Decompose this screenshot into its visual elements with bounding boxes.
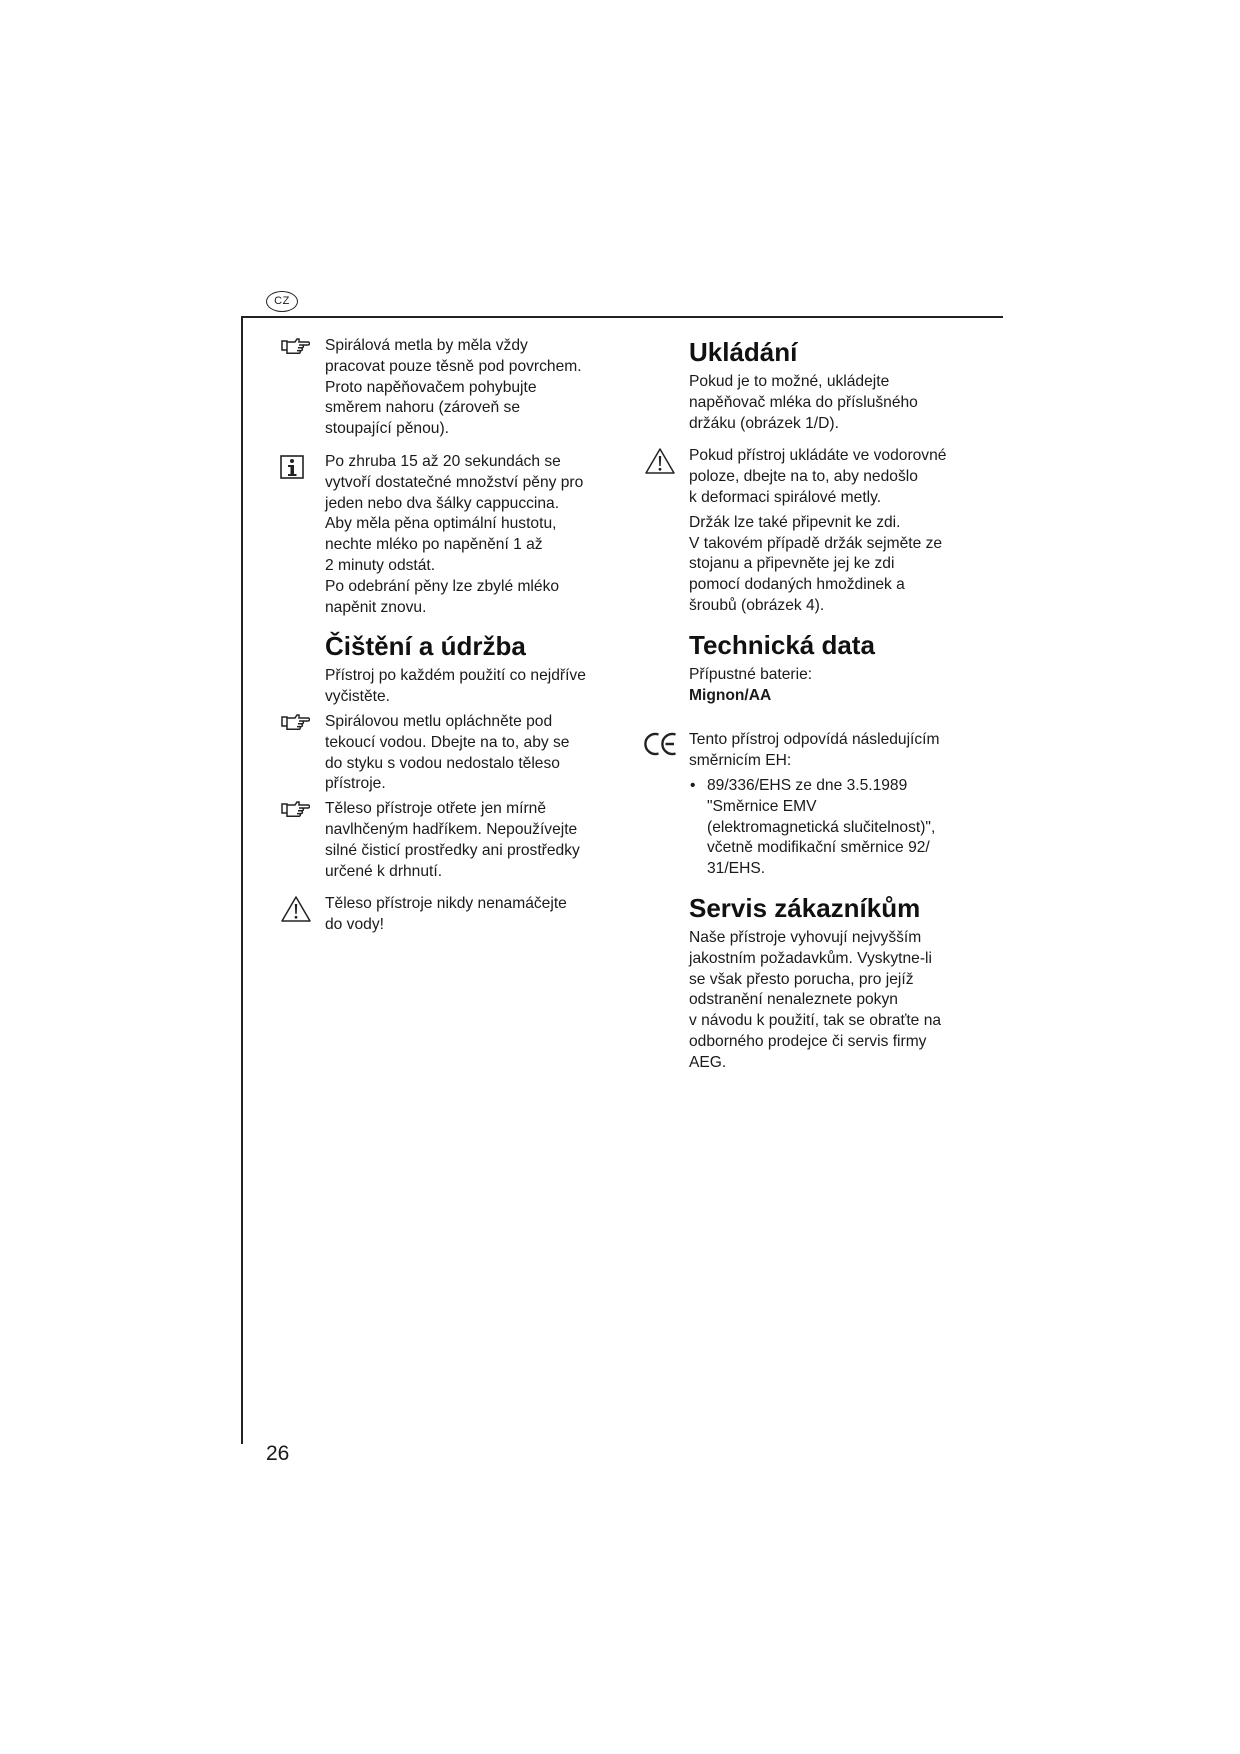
page-number: 26 — [266, 1442, 290, 1465]
warning-triangle-icon — [280, 895, 314, 923]
wall-mount-text: Držák lze také připevnit ke zdi. V takovém případě držák sejměte ze stojanu a připevněte jej ke zdi pomocí dodaných hmoždinek a šroubů (obrázek 4). — [689, 513, 943, 614]
battery-label: Přípustné baterie: — [689, 665, 813, 683]
pointing-hand-icon — [280, 336, 314, 354]
pointing-hand-icon — [280, 799, 314, 817]
info-icon — [280, 455, 314, 479]
info-foam-time: Po zhruba 15 až 20 sekundách se vytvoří dostatečné množství pěny pro jeden nebo dva šálky cappuccina. Aby měla pěna optimální hustotu, nechte mléko po napěnění 1 až 2 minuty odstát. Po odebrání pěny lze zbylé mléko napěnit znovu. — [280, 452, 620, 618]
warning-no-immersion: Těleso přístroje nikdy nenamáčejte do vody! — [280, 894, 620, 936]
pointing-hand-icon — [280, 712, 314, 730]
note-whisk-position: Spirálová metla by měla vždy pracovat pouze těsně pod povrchem. Proto napěňovačem pohybujte směrem nahoru (zároveň se stoupající pěnou). — [280, 336, 620, 440]
service-heading: Servis zákazníkům — [689, 892, 921, 923]
warning-horizontal-storage: Pokud přístroj ukládáte ve vodorovné poloze, dbejte na to, aby nedošlo k deformaci spirálové metly. — [644, 446, 994, 508]
storage-text: Pokud je to možné, ukládejte napěňovač mléka do příslušného držáku (obrázek 1/D). — [689, 373, 918, 432]
ce-directive-item: • 89/336/EHS ze dne 3.5.1989 "Směrnice EMV (elektromagnetická slučitelnost)", včetně modifikační směrnice 92/ 31/EHS. — [689, 776, 994, 880]
tech-data-heading: Technická data — [689, 629, 875, 660]
cleaning-heading: Čištění a údržba — [325, 631, 526, 662]
ce-mark-icon — [644, 731, 678, 757]
left-column — [280, 336, 620, 936]
header-rule — [241, 316, 1003, 318]
battery-spec — [644, 665, 994, 707]
margin-rule — [241, 316, 243, 1444]
note-wipe-body: Těleso přístroje otřete jen mírně navlhčeným hadříkem. Nepoužívejte silné čisticí prostředky ani prostředky určené k drhnutí. — [280, 799, 620, 882]
note-rinse-whisk: Spirálovou metlu opláchněte pod tekoucí vodou. Dbejte na to, aby se do styku s vodou nedostalo těleso přístroje. — [280, 712, 620, 795]
battery-value: Mignon/AA — [689, 686, 772, 704]
cleaning-intro: Přístroj po každém použití co nejdříve vyčistěte. — [325, 667, 586, 706]
warning-triangle-icon — [644, 447, 678, 475]
storage-heading: Ukládání — [689, 337, 798, 367]
language-badge: CZ — [266, 291, 298, 312]
ce-conformity: Tento přístroj odpovídá následujícím směrnicím EH: • 89/336/EHS ze dne 3.5.1989 "Směrnice EMV (elektromagnetická slučitelnost)", včetně modifikační směrnice 92/ 31/EHS. — [644, 730, 994, 880]
right-column — [644, 336, 994, 1074]
service-text: Naše přístroje vyhovují nejvyšším jakostním požadavkům. Vyskytne-li se však přesto porucha, pro jejíž odstranění nenaleznete pokyn v návodu k použití, tak se obraťte na odborného prodejce či servis firmy AEG. — [689, 928, 942, 1071]
